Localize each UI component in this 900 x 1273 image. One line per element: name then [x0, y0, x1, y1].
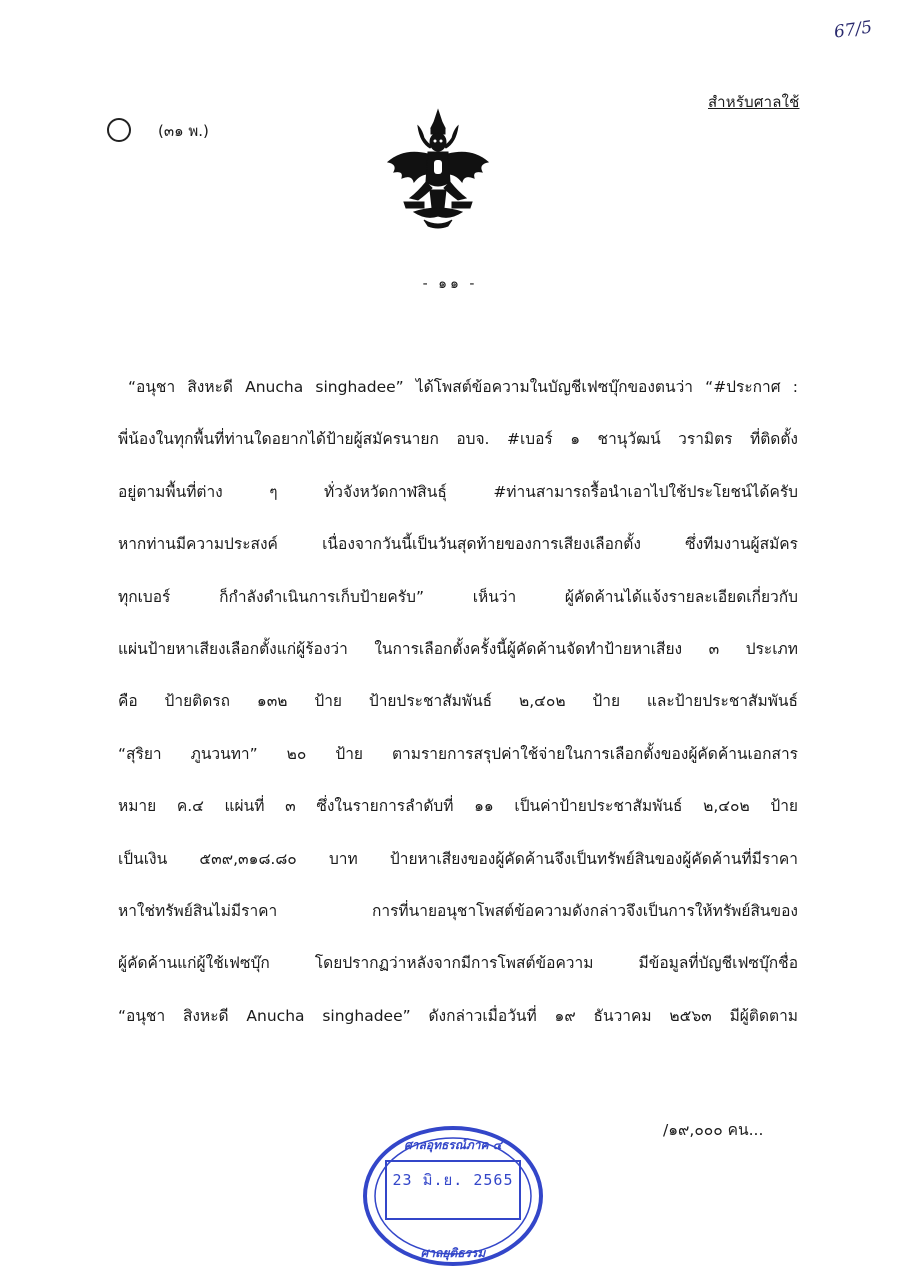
garuda-emblem-icon — [384, 108, 492, 230]
circle-mark-icon — [107, 118, 131, 142]
stamp-top-text: ศาลอุทธรณ์ภาค ๔ — [404, 1138, 502, 1152]
page-number: - ๑๑ - — [422, 276, 478, 292]
text-line: เป็นเงิน ๕๓๙,๓๑๘.๘๐ บาท ป้ายหาเสียงของผู้คัดค้านจึงเป็นทรัพย์สินของผู้คัดค้านที่มีราคา — [118, 849, 798, 868]
text-line: อยู่ตามพื้นที่ต่าง ๆ ทั่วจังหวัดกาฬสินธุ์ #ท่านสามารถรื้อนำเอาไปใช้ประโยชน์ได้ครับ — [118, 482, 798, 501]
text-line: “อนุชา สิงหะดี Anucha singhadee” ได้โพสต์ข้อความในบัญชีเฟซบุ๊กของตนว่า “#ประกาศ : — [128, 378, 798, 396]
text-line: พี่น้องในทุกพื้นที่ท่านใดอยากได้ป้ายผู้สมัครนายก อบจ. #เบอร์ ๑ ชานุวัฒน์ วรามิตร ที่ติดตั้ง — [118, 430, 798, 449]
text-line: “อนุชา สิงหะดี Anucha singhadee” ดังกล่าวเมื่อวันที่ ๑๙ ธันวาคม ๒๕๖๓ มีผู้ติดตาม — [118, 1006, 798, 1025]
text-line: ผู้คัดค้านแก่ผู้ใช้เฟซบุ๊ก โดยปรากฏว่าหลังจากมีการโพสต์ข้อความ มีข้อมูลที่บัญชีเฟซบุ๊กชื่อ — [118, 954, 798, 973]
text-line: หากท่านมีความประสงค์ เนื่องจากวันนี้เป็นวันสุดท้ายของการเสียงเลือกตั้ง ซึ่งทีมงานผู้สมัคร — [118, 535, 798, 554]
text-line: คือ ป้ายติดรถ ๑๓๒ ป้าย ป้ายประชาสัมพันธ์ ๒,๔๐๒ ป้าย และป้ายประชาสัมพันธ์ — [118, 692, 798, 711]
text-line: หาใช่ทรัพย์สินไม่มีราคา การที่นายอนุชาโพสต์ข้อความดังกล่าวจึงเป็นการให้ทรัพย์สินของ — [118, 901, 798, 920]
stamp-bottom-text: ศาลยุติธรรม — [420, 1246, 486, 1260]
text-line: ทุกเบอร์ ก็กำลังดำเนินการเก็บป้ายครับ” เห็นว่า ผู้คัดค้านได้แจ้งรายละเอียดเกี่ยวกับ — [118, 587, 798, 606]
continuation-text: /๑๙,๐๐๐ คน... — [663, 1121, 764, 1139]
text-line: หมาย ค.๔ แผ่นที่ ๓ ซึ่งในรายการลำดับที่ ๑๑ เป็นค่าป้ายประชาสัมพันธ์ ๒,๔๐๒ ป้าย — [118, 797, 798, 816]
court-use-label: สำหรับศาลใช้ — [708, 93, 800, 111]
text-line: “สุริยา ภูนวนทา” ๒๐ ป้าย ตามรายการสรุปค่าใช้จ่ายในการเลือกตั้งของผู้คัดค้านเอกสาร — [118, 744, 798, 763]
text-line: แผ่นป้ายหาเสียงเลือกตั้งแก่ผู้ร้องว่า ในการเลือกตั้งครั้งนี้ผู้คัดค้านจัดทำป้ายหาเสียง ๓ ประเภท — [118, 639, 798, 658]
form-code: (๓๑ พ.) — [158, 122, 209, 140]
corner-page-mark: 67/5 — [832, 17, 874, 43]
stamp-date: 23 มิ.ย. 2565 — [392, 1171, 514, 1189]
body-text — [118, 380, 798, 1061]
